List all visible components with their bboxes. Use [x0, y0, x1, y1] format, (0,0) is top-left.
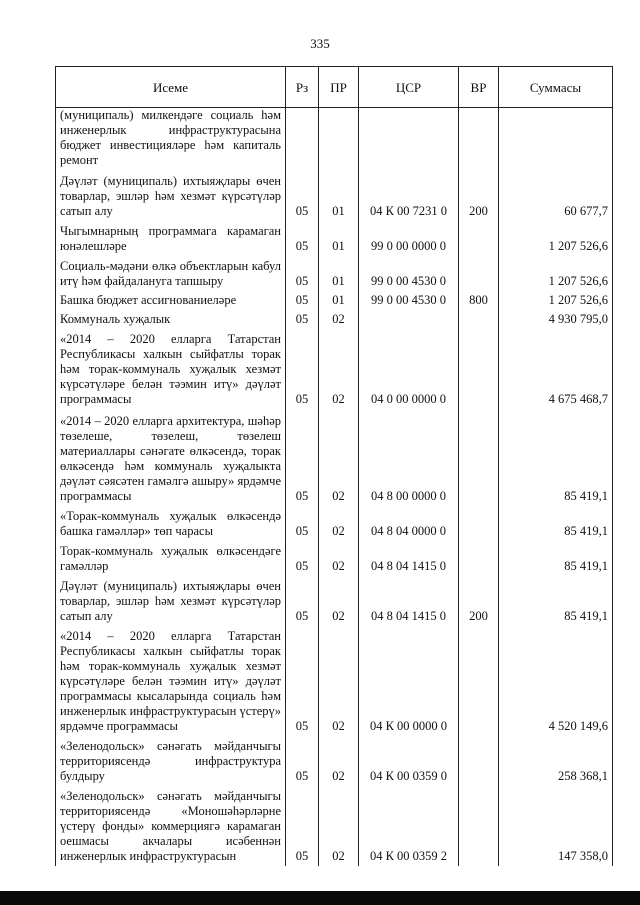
header-pr: ПР — [319, 67, 359, 108]
cell-pr: 02 — [319, 409, 359, 506]
cell-sum: 85 419,1 — [499, 576, 613, 626]
table-row — [56, 576, 613, 626]
table-row — [56, 108, 613, 171]
table-row — [56, 310, 613, 329]
cell-sum: 85 419,1 — [499, 506, 613, 541]
table-row — [56, 221, 613, 256]
cell-sum: 4 675 468,7 — [499, 329, 613, 409]
cell-vr — [459, 256, 499, 291]
cell-rz: 05 — [286, 409, 319, 506]
table-row — [56, 291, 613, 310]
cell-sum — [499, 108, 613, 171]
cell-name: Чыгымнарның программага карамаган юнәлешләре — [56, 221, 286, 256]
cell-rz: 05 — [286, 221, 319, 256]
cell-name: Башка бюджет ассигнованиеләре — [56, 291, 286, 310]
cell-csr: 04 8 04 1415 0 — [359, 576, 459, 626]
cell-rz: 05 — [286, 626, 319, 736]
cell-rz: 05 — [286, 736, 319, 786]
page-number: 335 — [310, 36, 330, 51]
cell-vr — [459, 409, 499, 506]
cell-sum: 1 207 526,6 — [499, 256, 613, 291]
cell-rz: 05 — [286, 329, 319, 409]
cell-vr — [459, 108, 499, 171]
header-sum: Суммасы — [499, 67, 613, 108]
cell-rz: 05 — [286, 256, 319, 291]
cell-vr — [459, 786, 499, 866]
cell-vr — [459, 221, 499, 256]
cell-vr — [459, 736, 499, 786]
cell-csr: 04 К 00 7231 0 — [359, 170, 459, 221]
cell-csr: 04 8 04 0000 0 — [359, 506, 459, 541]
cell-rz: 05 — [286, 541, 319, 576]
table-row — [56, 256, 613, 291]
budget-table — [55, 66, 613, 866]
cell-pr: 01 — [319, 256, 359, 291]
scan-bottom-edge — [0, 891, 640, 905]
table-row — [56, 786, 613, 866]
cell-csr: 04 К 00 0000 0 — [359, 626, 459, 736]
table-row — [56, 506, 613, 541]
header-csr: ЦСР — [359, 67, 459, 108]
cell-pr: 01 — [319, 291, 359, 310]
cell-csr: 99 0 00 4530 0 — [359, 256, 459, 291]
cell-vr — [459, 310, 499, 329]
cell-pr: 02 — [319, 329, 359, 409]
cell-pr: 02 — [319, 786, 359, 866]
cell-pr: 02 — [319, 506, 359, 541]
cell-pr: 02 — [319, 310, 359, 329]
cell-rz: 05 — [286, 576, 319, 626]
cell-sum: 4 520 149,6 — [499, 626, 613, 736]
cell-name: Дәүләт (муниципаль) ихтыяҗлары өчен товарлар, эшләр һәм хезмәт күрсәтүләр сатып алу — [56, 576, 286, 626]
cell-rz: 05 — [286, 291, 319, 310]
cell-sum: 1 207 526,6 — [499, 291, 613, 310]
cell-name: «2014 – 2020 елларга архитектура, шәһәр төзелеше, төзелеш, төзелеш материаллары сәнәгате өлкәсендә, торак өлкәсендә һәм коммуналь хуҗалыкта дәүләт сәясәтен гамәлгә ашыру» ярдәмче программасы — [56, 409, 286, 506]
cell-rz: 05 — [286, 170, 319, 221]
cell-name: «Зеленодольск» сәнәгать мәйданчыгы территориясендә инфраструктура булдыру — [56, 736, 286, 786]
cell-vr — [459, 506, 499, 541]
cell-sum: 85 419,1 — [499, 541, 613, 576]
cell-rz — [286, 108, 319, 171]
cell-csr: 04 К 00 0359 0 — [359, 736, 459, 786]
cell-csr — [359, 108, 459, 171]
cell-rz: 05 — [286, 506, 319, 541]
cell-pr: 02 — [319, 736, 359, 786]
cell-csr: 99 0 00 0000 0 — [359, 221, 459, 256]
cell-pr: 02 — [319, 626, 359, 736]
header-name: Исеме — [56, 67, 286, 108]
cell-csr: 99 0 00 4530 0 — [359, 291, 459, 310]
cell-pr: 01 — [319, 170, 359, 221]
cell-rz: 05 — [286, 786, 319, 866]
cell-name: Торак-коммуналь хуҗалык өлкәсендәге гамәлләр — [56, 541, 286, 576]
cell-rz: 05 — [286, 310, 319, 329]
table-row — [56, 170, 613, 221]
cell-vr — [459, 329, 499, 409]
table-row — [56, 626, 613, 736]
table-row — [56, 541, 613, 576]
header-rz: Рз — [286, 67, 319, 108]
cell-name: «2014 – 2020 елларга Татарстан Республикасы халкын сыйфатлы торак һәм торак-коммуналь хуҗалык хезмәт күрсәтүләре белән тәэмин итү» дәүләт программасы кысаларында социаль һәм инженерлык инфраструктурасын үстерү» ярдәмче программасы — [56, 626, 286, 736]
cell-name: Коммуналь хуҗалык — [56, 310, 286, 329]
cell-csr — [359, 310, 459, 329]
cell-csr: 04 0 00 0000 0 — [359, 329, 459, 409]
table-header-row — [56, 67, 613, 108]
cell-name: «Торак-коммуналь хуҗалык өлкәсендә башка гамәлләр» төп чарасы — [56, 506, 286, 541]
cell-sum: 4 930 795,0 — [499, 310, 613, 329]
cell-vr — [459, 626, 499, 736]
cell-vr: 200 — [459, 170, 499, 221]
cell-pr — [319, 108, 359, 171]
cell-csr: 04 К 00 0359 2 — [359, 786, 459, 866]
cell-pr: 02 — [319, 541, 359, 576]
cell-name: Дәүләт (муниципаль) ихтыяҗлары өчен товарлар, эшләр һәм хезмәт күрсәтүләр сатып алу — [56, 170, 286, 221]
cell-sum: 85 419,1 — [499, 409, 613, 506]
cell-pr: 01 — [319, 221, 359, 256]
cell-vr: 200 — [459, 576, 499, 626]
cell-vr — [459, 541, 499, 576]
cell-name: «2014 – 2020 елларга Татарстан Республикасы халкын сыйфатлы торак һәм торак-коммуналь хуҗалык хезмәт күрсәтүләре белән тәэмин итү» дәүләт программасы — [56, 329, 286, 409]
cell-sum: 1 207 526,6 — [499, 221, 613, 256]
cell-pr: 02 — [319, 576, 359, 626]
cell-csr: 04 8 04 1415 0 — [359, 541, 459, 576]
cell-sum: 147 358,0 — [499, 786, 613, 866]
cell-sum: 258 368,1 — [499, 736, 613, 786]
cell-name: Социаль-мәдәни өлкә объектларын кабул итү һәм файдалануга тапшыру — [56, 256, 286, 291]
table-row — [56, 329, 613, 409]
table-row — [56, 409, 613, 506]
cell-name: «Зеленодольск» сәнәгать мәйданчыгы территориясендә «Моношәһәрләрне үстерү фонды» коммерциягә карамаган оешмасы акчалары исәбеннән инженерлык инфраструктурасын — [56, 786, 286, 866]
header-vr: ВР — [459, 67, 499, 108]
cell-name: (муниципаль) милкендәге социаль һәм инженерлык инфраструктурасына бюджет инвестицияләре һәм капиталь ремонт — [56, 108, 286, 171]
table-row — [56, 736, 613, 786]
cell-sum: 60 677,7 — [499, 170, 613, 221]
cell-vr: 800 — [459, 291, 499, 310]
cell-csr: 04 8 00 0000 0 — [359, 409, 459, 506]
